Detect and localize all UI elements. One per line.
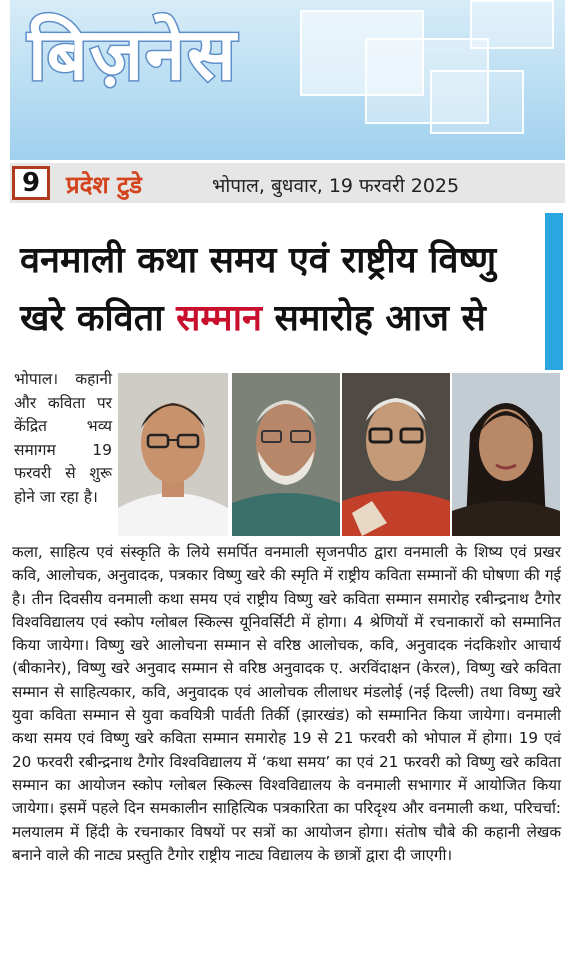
decorative-square [470,0,554,49]
portrait-photo [342,373,450,536]
portrait-bearded-man-icon [232,373,340,536]
newspaper-name: प्रदेश टुडे [66,171,143,199]
page-number: 9 [12,166,50,200]
headline-part2: समारोह आज से [262,298,486,339]
article-body: कला, साहित्य एवं संस्कृति के लिये समर्पित वनमाली सृजनपीठ द्वारा वनमाली के शिष्य एवं प्रखर कवि, आलोचक, अनुवादक, पत्रकार विष्णु खरे की स्मृति में राष्ट्रीय कविता सम्मानों की घोषणा की गई है। तीन दिवसीय वनमाली कथा समय एवं राष्ट्रीय विष्णु खरे कविता सम्मान समारोह रबीन्द्रनाथ टैगोर विश्वविद्यालय एवं स्कोप ग्लोबल स्किल्स यूनिवर्सिटी में होगा। 4 श्रेणियों में रचनाकारों को सम्मानित किया जायेगा। विष्णु खरे आलोचना सम्मान से वरिष्ठ आलोचक, कवि, अनुवादक नंदकिशोर आचार्य (बीकानेर), विष्णु खरे अनुवाद सम्मान से वरिष्ठ अनुवादक ए. अरविंदाक्षन (केरल), विष्णु खरे कविता सम्मान से साहित्यकार, कवि, अनुवादक एवं आलोचक लीलाधर मंडलोई (नई दिल्ली) तथा विष्णु खरे युवा कविता सम्मान से युवा कवयित्री पार्वती तिर्की (झारखंड) को सम्मानित किया जायेगा। वनमाली कथा समय एवं विष्णु खरे कविता सम्मान समारोह 19 से 21 फरवरी को भोपाल में होगा। 19 एवं 20 फरवरी रबीन्द्रनाथ टैगोर विश्वविद्यालय में ‘कथा समय’ का एवं 21 फरवरी को विष्णु खरे कविता सम्मान का आयोजन स्कोप ग्लोबल स्किल्स विश्वविद्यालय के वनमाली सभागार में आयोजित किया जायेगा। इसमें पहले दिन समकालीन साहित्यिक पत्रकारिता का परिदृश्य और वनमाली कथा, परिचर्चा: मलयालम में हिंदी के रचनाकार विषयों पर सत्रों का आयोजन होगा। संतोष चौबे की कहानी लेखक बनाने वाले की नाट्य प्रस्तुति टैगोर राष्ट्रीय नाट्य विद्यालय के छात्रों द्वारा दी जाएगी। [12,543,561,864]
headline-highlight: सम्मान [176,298,263,339]
dateline: भोपाल, बुधवार, 19 फरवरी 2025 [212,175,460,197]
portrait-photo [232,373,340,536]
portrait-elderly-man-icon [342,373,450,536]
masthead-banner [0,0,573,160]
portrait-young-woman-icon [452,373,560,536]
portrait-photo [118,373,228,536]
article-intro: भोपाल। कहानी और कविता पर केंद्रित भव्य समागम 19 फरवरी से शुरू होने जा रहा है। [14,370,112,506]
portrait-photo [452,373,560,536]
headline [20,232,550,348]
portrait-man-glasses-icon [118,373,228,536]
section-title: बिज़नेस [28,12,238,96]
headline-part1: वनमाली कथा समय एवं राष्ट्रीय विष्णु खरे कविता [20,240,497,339]
decorative-square [430,70,524,134]
